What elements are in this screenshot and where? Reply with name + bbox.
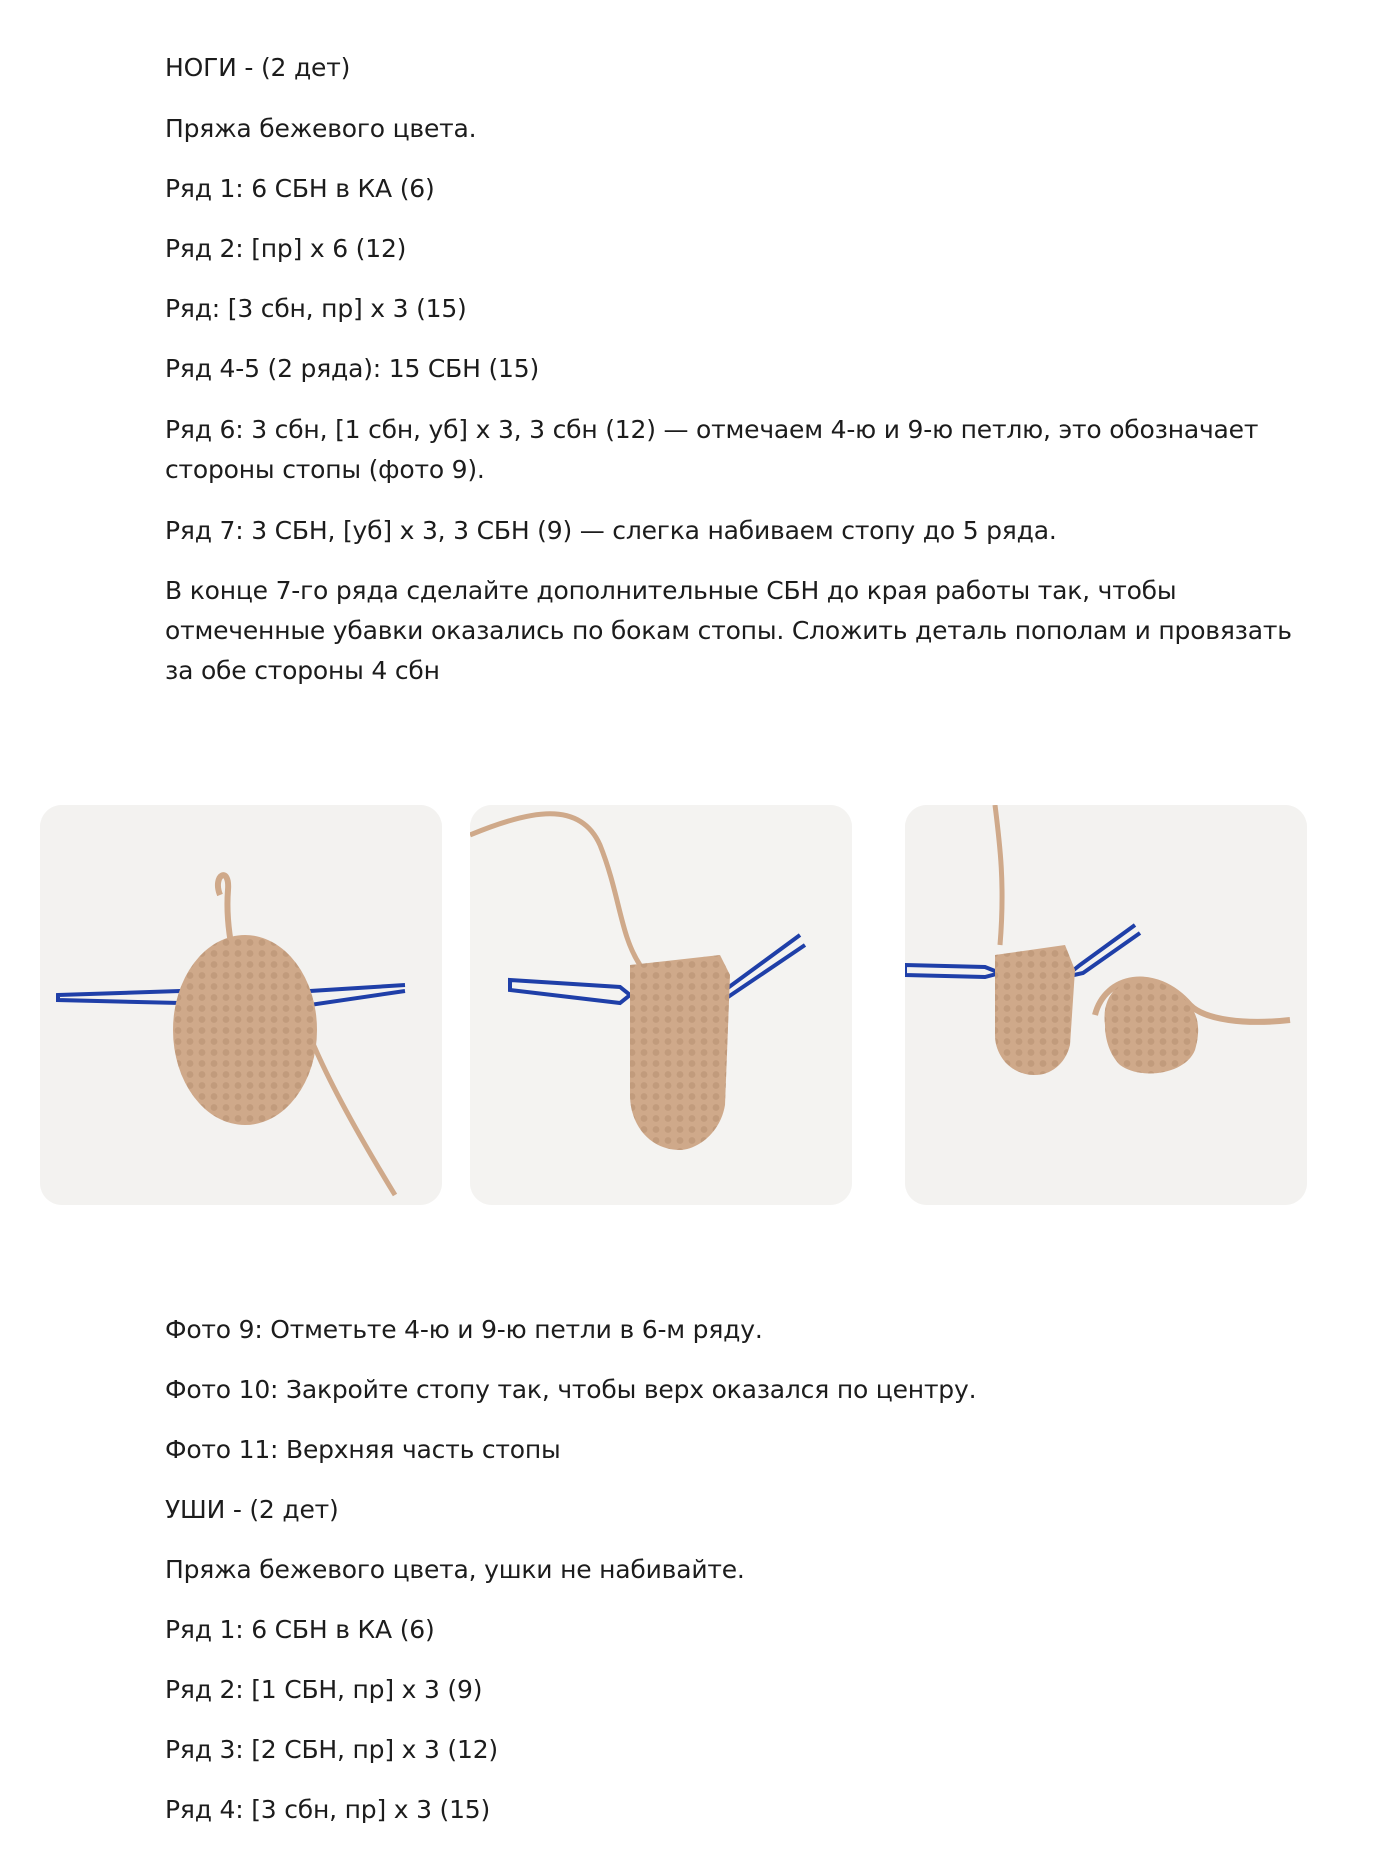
ears-yarn: Пряжа бежевого цвета, ушки не набивайте.	[165, 1555, 745, 1584]
photo-10-illustration	[470, 805, 852, 1205]
legs-row-6-line1: Ряд 6: 3 сбн, [1 сбн, уб] х 3, 3 сбн (12) — отмечаем 4-ю и 9-ю петлю, это обозначает	[165, 415, 1259, 444]
legs-row-2: Ряд 2: [пр] х 6 (12)	[165, 234, 407, 263]
legs-note-line3: за обе стороны 4 сбн	[165, 656, 440, 685]
photo-11-image	[905, 805, 1307, 1205]
photo-11-illustration	[905, 805, 1307, 1205]
legs-row-4-5: Ряд 4-5 (2 ряда): 15 СБН (15)	[165, 354, 539, 383]
photo-9-illustration	[40, 805, 442, 1205]
photo-10-image	[470, 805, 852, 1205]
legs-yarn: Пряжа бежевого цвета.	[165, 114, 477, 143]
legs-note-line1: В конце 7-го ряда сделайте дополнительные СБН до края работы так, чтобы	[165, 576, 1177, 605]
photo-9-image	[40, 805, 442, 1205]
ears-row-1: Ряд 1: 6 СБН в КА (6)	[165, 1615, 435, 1644]
ears-title: УШИ - (2 дет)	[165, 1495, 339, 1524]
ears-row-3: Ряд 3: [2 СБН, пр] х 3 (12)	[165, 1735, 498, 1764]
ears-row-2: Ряд 2: [1 СБН, пр] х 3 (9)	[165, 1675, 483, 1704]
caption-photo-11: Фото 11: Верхняя часть стопы	[165, 1435, 561, 1464]
legs-row-7: Ряд 7: 3 СБН, [уб] х 3, 3 СБН (9) — слегка набиваем стопу до 5 ряда.	[165, 516, 1057, 545]
caption-photo-9: Фото 9: Отметьте 4-ю и 9-ю петли в 6-м ряду.	[165, 1315, 763, 1344]
legs-note-line2: отмеченные убавки оказались по бокам стопы. Сложить деталь пополам и провязать	[165, 616, 1292, 645]
legs-row-6-line2: стороны стопы (фото 9).	[165, 455, 485, 484]
caption-photo-10: Фото 10: Закройте стопу так, чтобы верх оказался по центру.	[165, 1375, 977, 1404]
legs-row-1: Ряд 1: 6 СБН в КА (6)	[165, 174, 435, 203]
legs-row-3: Ряд: [3 сбн, пр] х 3 (15)	[165, 294, 467, 323]
legs-title: НОГИ - (2 дет)	[165, 53, 351, 82]
ears-row-4: Ряд 4: [3 сбн, пр] х 3 (15)	[165, 1795, 491, 1824]
